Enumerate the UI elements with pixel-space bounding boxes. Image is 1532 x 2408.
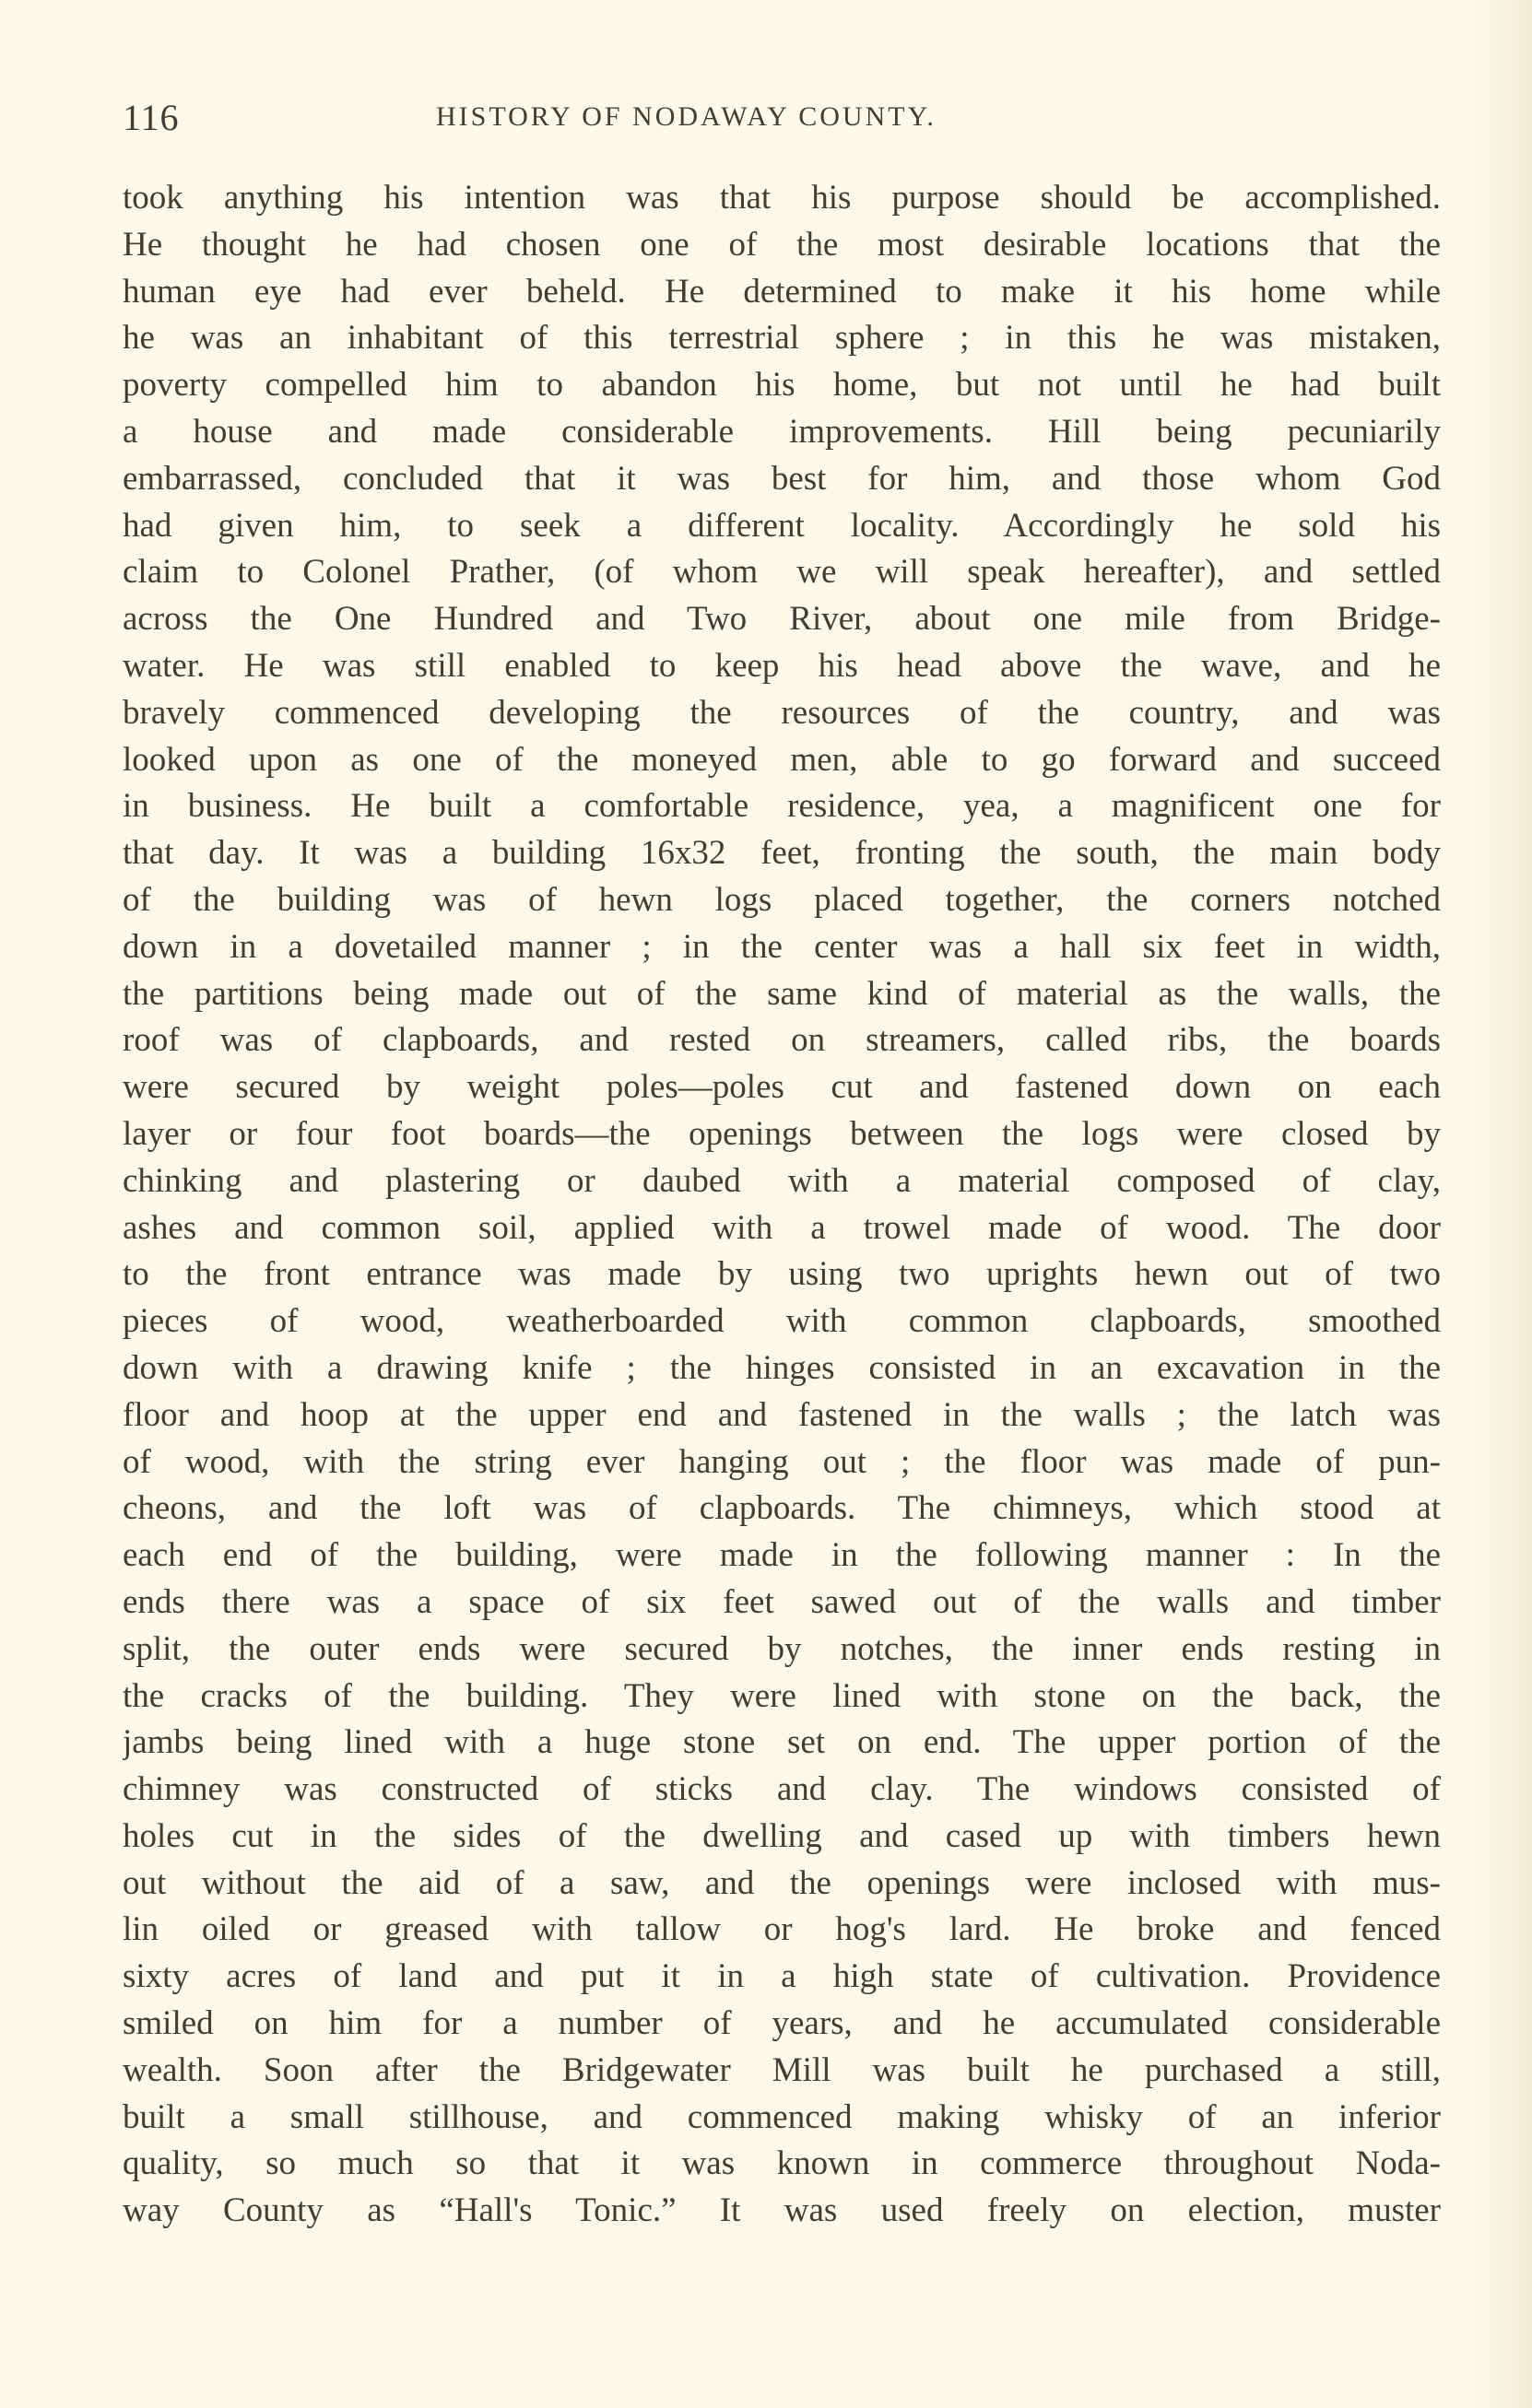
- text-line: out without the aid of a saw, and the openings were inclosed with mus-: [123, 1863, 1441, 1902]
- text-line: the cracks of the building. They were lined with stone on the back, the: [123, 1676, 1441, 1715]
- text-line: poverty compelled him to abandon his home, but not until he had built: [123, 366, 1441, 405]
- text-line: sixty acres of land and put it in a high state of cultivation. Providence: [123, 1957, 1441, 1996]
- text-line: layer or four foot boards—the openings between the logs were closed by: [123, 1114, 1441, 1153]
- text-line: that day. It was a building 16x32 feet, fronting the south, the main body: [123, 834, 1441, 873]
- text-line: of the building was of hewn logs placed together, the corners notched: [123, 880, 1441, 919]
- text-line: way County as “Hall's Tonic.” It was used freely on election, muster: [123, 2191, 1441, 2230]
- text-line: wealth. Soon after the Bridgewater Mill was built he purchased a still,: [123, 2050, 1441, 2089]
- text-line: in business. He built a comfortable residence, yea, a magnificent one for: [123, 787, 1441, 826]
- text-line: lin oiled or greased with tallow or hog's lard. He broke and fenced: [123, 1910, 1441, 1949]
- text-line: of wood, with the string ever hanging out ; the floor was made of pun-: [123, 1442, 1441, 1481]
- text-line: he was an inhabitant of this terrestrial sphere ; in this he was mistaken,: [123, 319, 1441, 358]
- text-line: to the front entrance was made by using two uprights hewn out of two: [123, 1255, 1441, 1294]
- running-title: HISTORY OF NODAWAY COUNTY.: [436, 101, 937, 132]
- text-line: built a small stillhouse, and commenced making whisky of an inferior: [123, 2097, 1441, 2136]
- text-line: pieces of wood, weatherboarded with common clapboards, smoothed: [123, 1302, 1441, 1341]
- text-line: holes cut in the sides of the dwelling and cased up with timbers hewn: [123, 1816, 1441, 1855]
- text-line: claim to Colonel Prather, (of whom we will speak hereafter), and settled: [123, 553, 1441, 592]
- text-line: had given him, to seek a different locality. Accordingly he sold his: [123, 506, 1441, 545]
- text-line: down in a dovetailed manner ; in the center was a hall six feet in width,: [123, 927, 1441, 966]
- text-line: He thought he had chosen one of the most desirable locations that the: [123, 225, 1441, 264]
- text-line: quality, so much so that it was known in commerce throughout Noda-: [123, 2144, 1441, 2183]
- text-line: embarrassed, concluded that it was best for him, and those whom God: [123, 459, 1441, 498]
- text-line: roof was of clapboards, and rested on streamers, called ribs, the boards: [123, 1021, 1441, 1060]
- text-line: chinking and plastering or daubed with a material composed of clay,: [123, 1161, 1441, 1200]
- text-line: floor and hoop at the upper end and fastened in the walls ; the latch was: [123, 1395, 1441, 1434]
- page-edge-shading: [1477, 0, 1532, 2408]
- page-header: [123, 96, 1441, 142]
- text-line: ends there was a space of six feet sawed out of the walls and timber: [123, 1582, 1441, 1621]
- text-line: split, the outer ends were secured by notches, the inner ends resting in: [123, 1629, 1441, 1668]
- text-line: chimney was constructed of sticks and clay. The windows consisted of: [123, 1770, 1441, 1809]
- text-line: each end of the building, were made in the following manner : In the: [123, 1536, 1441, 1575]
- page-number: 116: [123, 97, 180, 138]
- text-line: bravely commenced developing the resources of the country, and was: [123, 693, 1441, 732]
- body-text: [123, 175, 1441, 2235]
- text-line: took anything his intention was that his purpose should be accomplished.: [123, 179, 1441, 217]
- text-line: human eye had ever beheld. He determined to make it his home while: [123, 272, 1441, 311]
- text-line: across the One Hundred and Two River, about one mile from Bridge-: [123, 600, 1441, 639]
- text-line: water. He was still enabled to keep his head above the wave, and he: [123, 646, 1441, 685]
- text-line: smiled on him for a number of years, and he accumulated considerable: [123, 2004, 1441, 2043]
- text-line: a house and made considerable improvements. Hill being pecuniarily: [123, 412, 1441, 451]
- text-line: cheons, and the loft was of clapboards. The chimneys, which stood at: [123, 1489, 1441, 1528]
- text-line: ashes and common soil, applied with a trowel made of wood. The door: [123, 1208, 1441, 1247]
- text-line: down with a drawing knife ; the hinges consisted in an excavation in the: [123, 1348, 1441, 1387]
- text-line: looked upon as one of the moneyed men, able to go forward and succeed: [123, 740, 1441, 779]
- text-line: were secured by weight poles—poles cut and fastened down on each: [123, 1068, 1441, 1107]
- text-line: the partitions being made out of the same kind of material as the walls, the: [123, 974, 1441, 1013]
- text-line: jambs being lined with a huge stone set on end. The upper portion of the: [123, 1723, 1441, 1762]
